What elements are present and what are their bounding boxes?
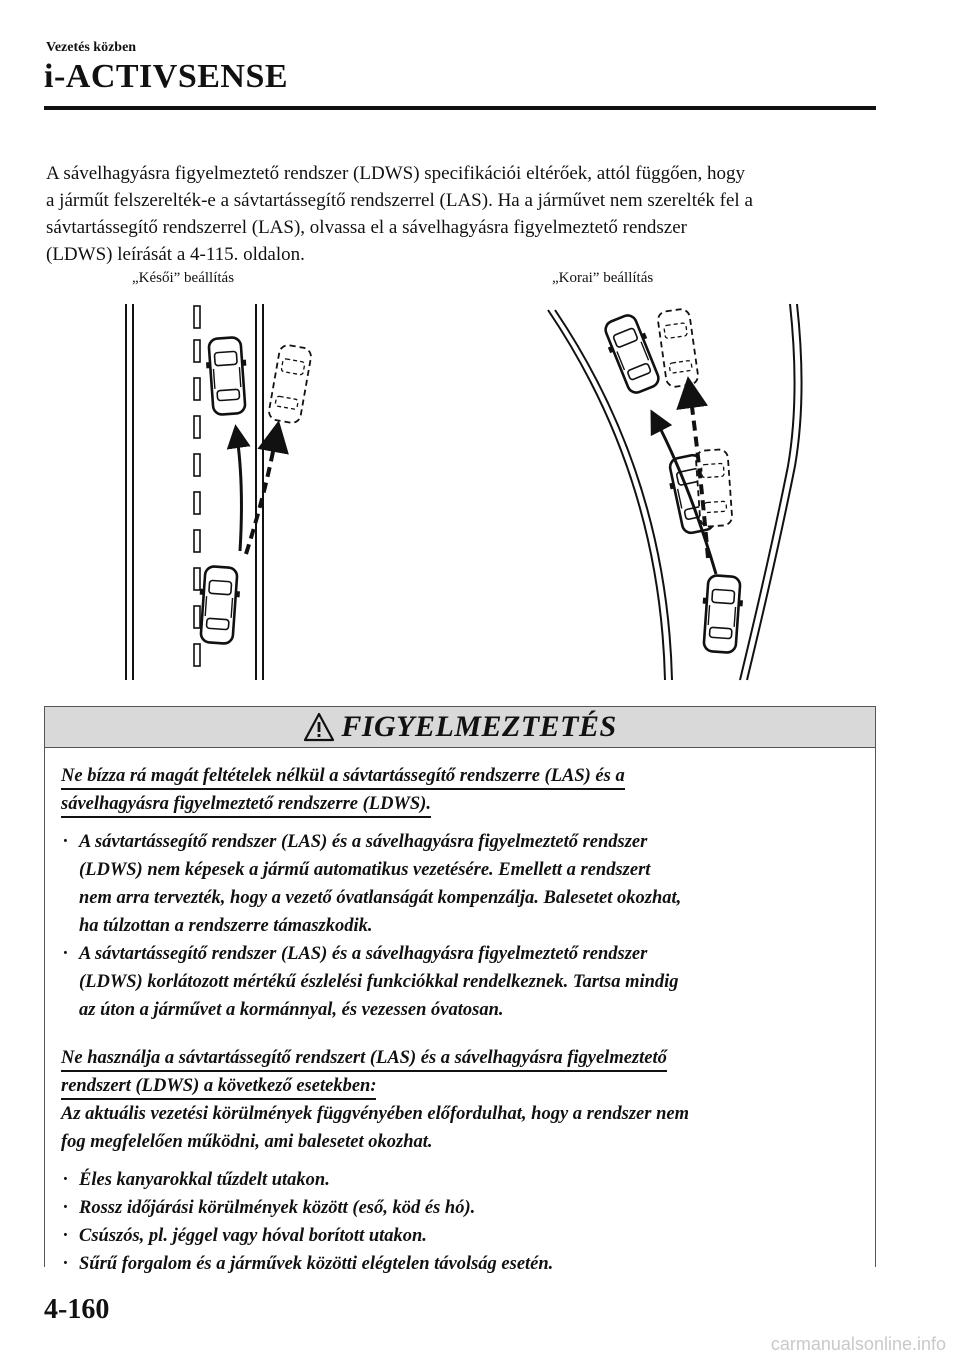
- intro-line: sávtartássegítő rendszerrel (LAS), olvassa el a sávelhagyásra figyelmeztető rendszer: [46, 217, 687, 238]
- early-setting-scene: [548, 304, 802, 680]
- caption-early-setting: „Korai” beállítás: [552, 270, 654, 286]
- warning-body: [45, 748, 875, 1278]
- intro-paragraph: [46, 160, 872, 268]
- list-item-line: · A sávtartássegítő rendszer (LAS) és a sávelhagyásra figyelmeztető rendszer: [79, 944, 648, 964]
- section-label: Vezetés közben: [46, 40, 137, 55]
- list-item: · Sűrű forgalom és a járművek közötti elégtelen távolság esetén.: [61, 1250, 859, 1278]
- lane-departure-illustration: [100, 296, 860, 684]
- list-item-line: (LDWS) nem képesek a jármű automatikus vezetésére. Emellett a rendszert: [79, 860, 651, 880]
- late-setting-scene: [126, 304, 312, 680]
- warning-title: FIGYELMEZTETÉS: [341, 710, 617, 743]
- warning-bullets-2: [61, 1166, 859, 1278]
- warning-heading-line: sávelhagyásra figyelmeztető rendszerre (LDWS).: [61, 794, 431, 818]
- list-item: · Éles kanyarokkal tűzdelt utakon.: [61, 1166, 859, 1194]
- warning-heading-line: Ne használja a sávtartássegítő rendszert (LAS) és a sávelhagyásra figyelmeztető: [61, 1048, 667, 1072]
- list-item-line: · A sávtartássegítő rendszer (LAS) és a sávelhagyásra figyelmeztető rendszer: [79, 832, 648, 852]
- list-item: [61, 940, 859, 1024]
- intro-line: (LDWS) leírását a 4-115. oldalon.: [46, 244, 305, 265]
- paragraph-line: Az aktuális vezetési körülmények függvényében előfordulhat, hogy a rendszer nem: [61, 1104, 689, 1124]
- intro-line: a járműt felszerelték-e a sávtartássegítő rendszerrel (LAS). Ha a járművet nem szerelték fel a: [46, 190, 753, 211]
- page-title: i-ACTIVSENSE: [44, 58, 289, 95]
- warning-box: [44, 706, 876, 1274]
- warning-heading-1: [61, 762, 859, 818]
- list-item-line: (LDWS) korlátozott mértékű észlelési funkciókkal rendelkeznek. Tartsa mindig: [79, 972, 679, 992]
- list-item: · Rossz időjárási körülmények között (eső, köd és hó).: [61, 1194, 859, 1222]
- paragraph-line: fog megfelelően működni, ami balesetet okozhat.: [61, 1132, 433, 1152]
- warning-triangle-icon: [303, 712, 335, 742]
- warning-heading-2: [61, 1044, 859, 1100]
- page-number: 4-160: [44, 1294, 110, 1325]
- list-item-line: az úton a járművet a kormánnyal, és vezessen óvatosan.: [79, 1000, 504, 1020]
- list-item-line: nem arra tervezték, hogy a vezető óvatlanságát kompenzálja. Balesetet okozhat,: [79, 888, 682, 908]
- warning-paragraph: [61, 1100, 859, 1156]
- intro-line: A sávelhagyásra figyelmeztető rendszer (LDWS) specifikációi eltérőek, attól függően, hogy: [46, 163, 746, 184]
- warning-header: [45, 707, 875, 748]
- warning-bullets-1: [61, 828, 859, 1024]
- header-divider: [44, 106, 876, 110]
- warning-heading-line: rendszert (LDWS) a következő esetekben:: [61, 1076, 376, 1100]
- watermark: carmanualsonline.info: [770, 1334, 946, 1354]
- warning-heading-line: Ne bízza rá magát feltételek nélkül a sávtartássegítő rendszerre (LAS) és a: [61, 766, 625, 790]
- list-item: · Csúszós, pl. jéggel vagy hóval borított utakon.: [61, 1222, 859, 1250]
- caption-late-setting: „Késői” beállítás: [132, 270, 235, 286]
- dashed-lane-marking: [194, 306, 200, 666]
- list-item-line: ha túlzottan a rendszerre támaszkodik.: [79, 916, 373, 936]
- list-item: [61, 828, 859, 940]
